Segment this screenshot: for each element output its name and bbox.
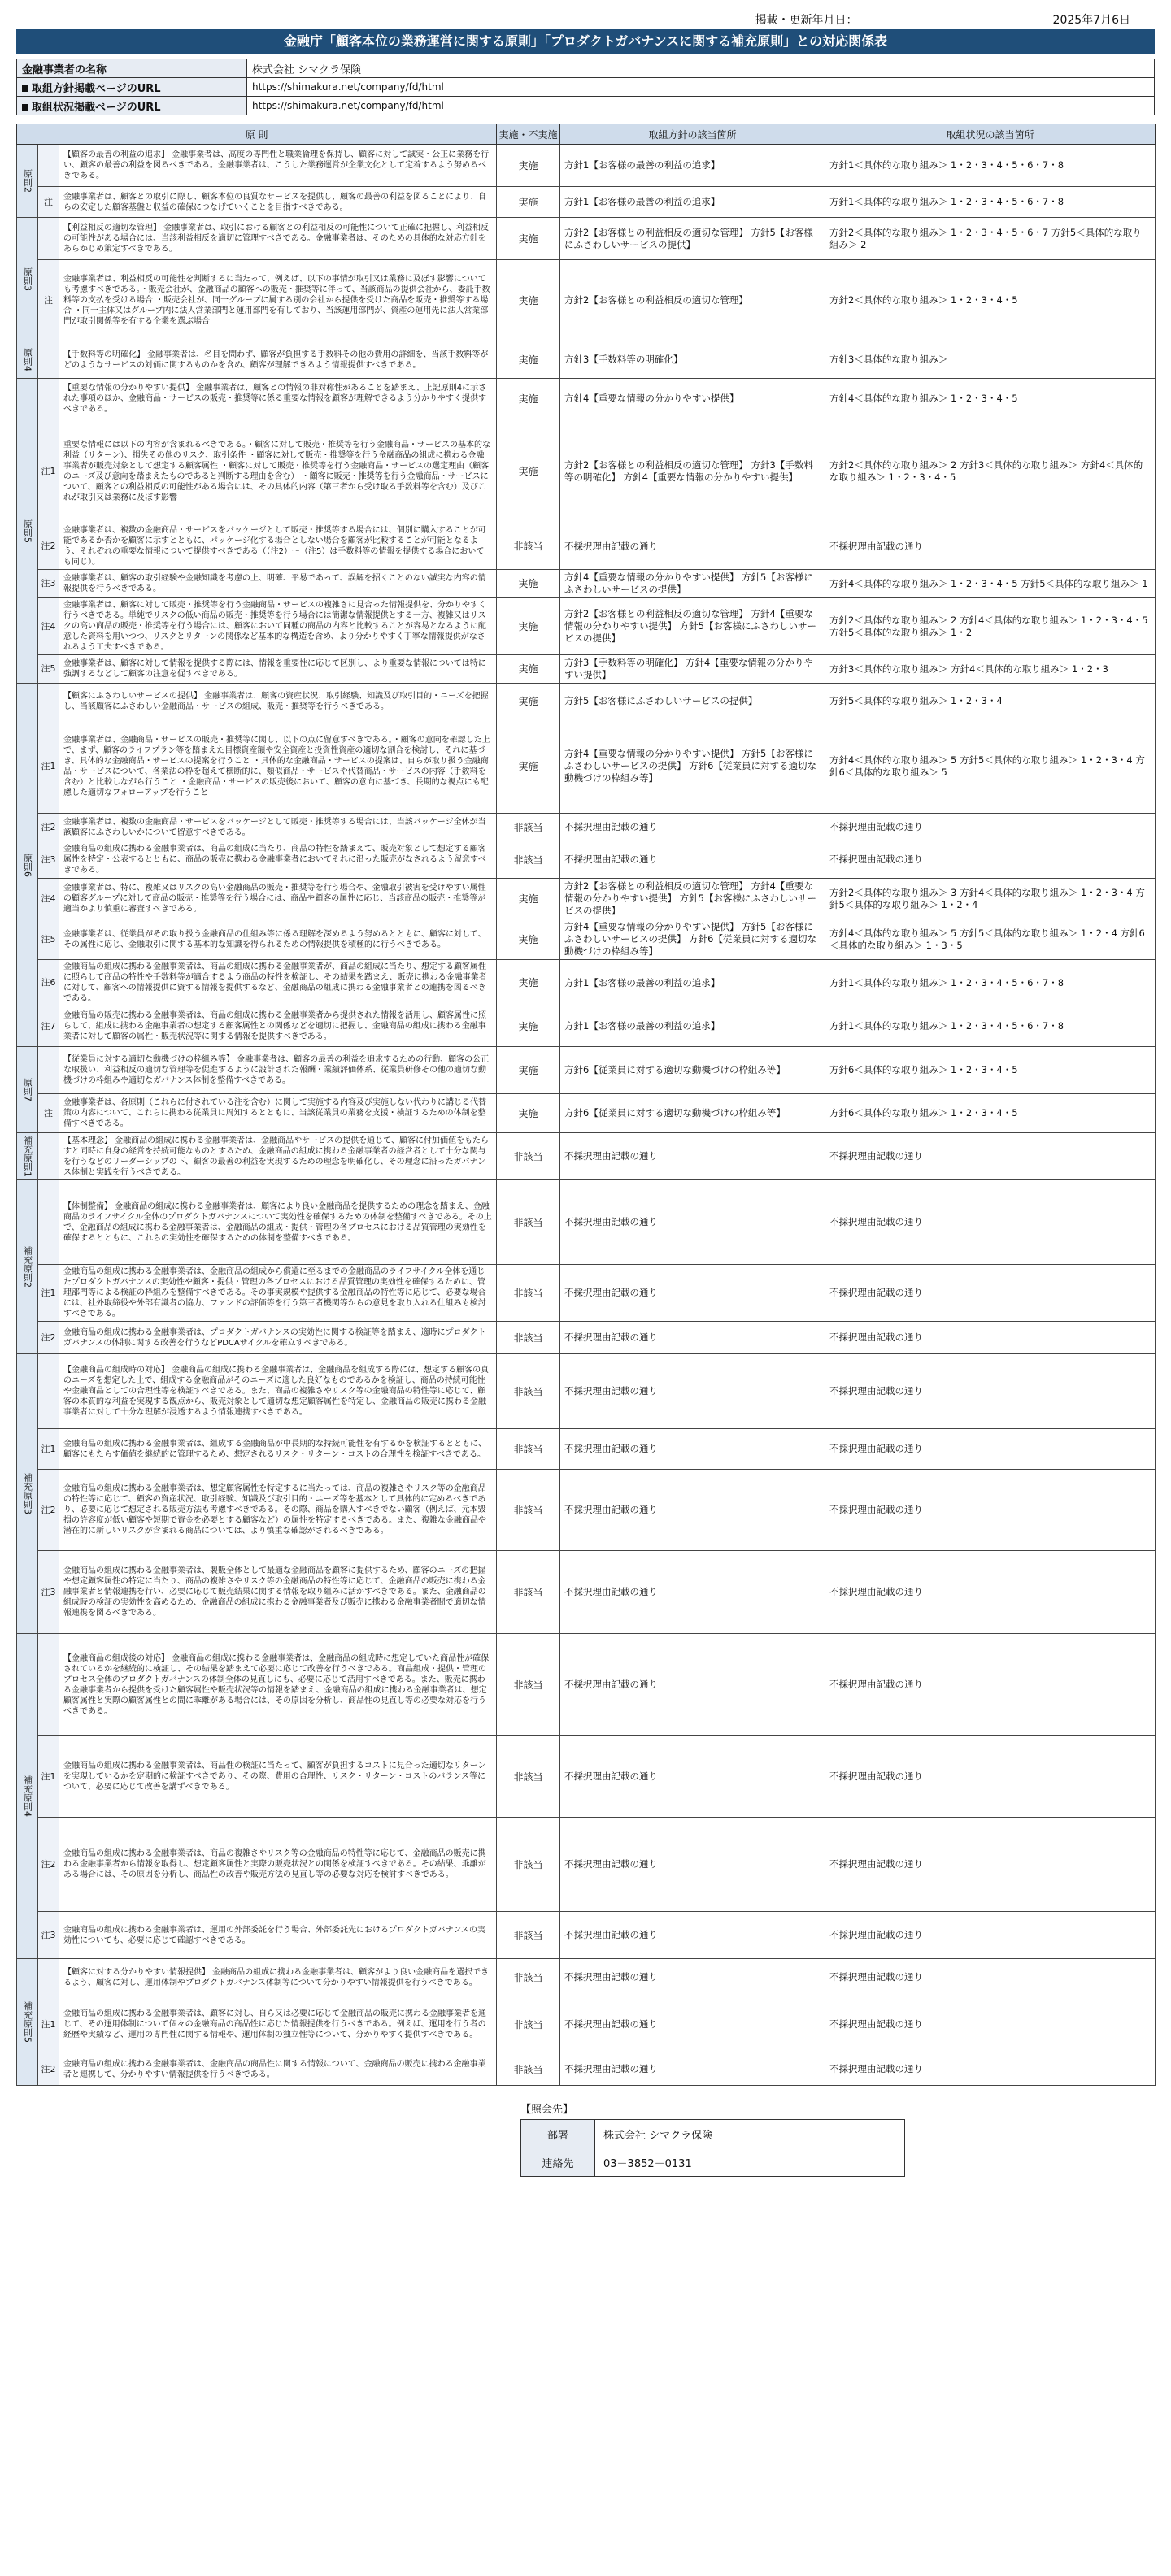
policy-cell: 方針2【お客様との利益相反の適切な管理】 方針4【重要な情報の分かりやすい提供】 方針5【お客様にふさわしいサービスの提供】 — [560, 598, 825, 655]
table-row — [17, 1265, 1156, 1322]
principle-text: 金融事業者は、顧客との取引に際し、顧客本位の良質なサービスを提供し、顧客の最善の利益を図ることにより、自らの安定した顧客基盤と収益の確保につなげていくことを目指すべきである。 — [59, 187, 497, 218]
policy-cell: 方針3【手数料等の明確化】 方針4【重要な情報の分かりやすい提供】 — [560, 655, 825, 684]
sub-principle-label: 注2 — [38, 523, 59, 570]
sub-principle-label — [38, 1959, 59, 1996]
principle-group-label: 原則2 — [17, 145, 38, 218]
company-label: 金融事業者の名称 — [17, 59, 247, 78]
result-cell: 不採択理由記載の通り — [825, 841, 1156, 879]
policy-cell: 不採択理由記載の通り — [560, 814, 825, 841]
principle-text: 金融事業者は、複数の金融商品・サービスをパッケージとして販売・推奨等する場合には、当該パッケージ全体が当該顧客にふさわしいかについて留意すべきである。 — [59, 814, 497, 841]
result-cell: 不採択理由記載の通り — [825, 1959, 1156, 1996]
table-row — [17, 1818, 1156, 1912]
result-cell: 不採択理由記載の通り — [825, 1133, 1156, 1180]
sub-principle-label: 注1 — [38, 1265, 59, 1322]
table-row — [17, 1634, 1156, 1736]
sub-principle-label: 注2 — [38, 814, 59, 841]
result-cell: 不採択理由記載の通り — [825, 2053, 1156, 2086]
principle-text: 金融商品の組成に携わる金融事業者は、金融商品の商品性に関する情報について、金融商品の販売に携わる金融事業者と連携して、分かりやすい情報提供を行うべきである。 — [59, 2053, 497, 2086]
principle-group-label: 原則7 — [17, 1047, 38, 1133]
square-bullet-icon — [22, 85, 28, 92]
sub-principle-label: 注1 — [38, 1429, 59, 1470]
principle-text: 金融商品の販売に携わる金融事業者は、商品の組成に携わる金融事業者から提供された情報を活用し、顧客属性に照らして、組成に携わる金融事業者の想定する顧客属性との関係などを適切に把握し、金融商品の組成に携わる金融事業者に対して顧客の属性・販売状況等に関する情報を提供すべきである。 — [59, 1006, 497, 1047]
policy-cell: 方針2【お客様との利益相反の適切な管理】 — [560, 260, 825, 341]
principle-text: 【基本理念】 金融商品の組成に携わる金融事業者は、金融商品やサービスの提供を通じて、顧客に付加価値をもたらすと同時に自身の経営を持続可能なものとするため、金融商品の組成に携わる金融事業者の経営者として十分な関与を行うなどのリーダーシップの下、顧客の最善の利益を実現するための理念を明確化し、その理念に沿ったガバナンス体制と実践を行うべきである。 — [59, 1133, 497, 1180]
principle-text: 金融商品の組成に携わる金融事業者は、商品の複雑さやリスク等の金融商品の特性等に応じて、金融商品の販売に携わる金融事業者から情報を取得し、想定顧客属性と実際の販売状況との関係を検証すべきである。その結果、乖離がある場合には、その原因を分析し、商品性の改善や販売方法の見直し等の必要な対応を検討すべきである。 — [59, 1818, 497, 1912]
result-cell: 方針2＜具体的な取り組み＞ 2 方針4＜具体的な取り組み＞ 1・2・3・4・5 方針5＜具体的な取り組み＞ 1・2 — [825, 598, 1156, 655]
update-date: 2025年7月6日 — [1052, 14, 1130, 27]
sub-principle-label — [38, 379, 59, 419]
principle-group-label: 原則6 — [17, 684, 38, 1047]
status-cell: 実施 — [497, 960, 560, 1006]
update-label: 掲載・更新年月日： — [755, 14, 858, 27]
sub-principle-label — [38, 1634, 59, 1736]
principle-text: 金融商品の組成に携わる金融事業者は、商品の組成に携わる金融事業者が、商品の組成に当たり、想定する顧客属性に照らして商品の特性や手数料等が適合するよう商品の特性を検証し、その結果を踏まえ、販売に携わる金融事業者に対して、顧客への情報提供に資する情報を提供するなど、金融商品の組成に携わる金融事業者との連携を図るべきである。 — [59, 960, 497, 1006]
sub-principle-label: 注2 — [38, 1322, 59, 1354]
sub-principle-label: 注6 — [38, 960, 59, 1006]
col-principle: 原 則 — [17, 124, 497, 145]
policy-cell: 不採択理由記載の通り — [560, 1959, 825, 1996]
policy-cell: 方針4【重要な情報の分かりやすい提供】 方針5【お客様にふさわしいサービスの提供】 方針6【従業員に対する適切な動機づけの枠組み等】 — [560, 719, 825, 814]
principle-text: 金融事業者は、利益相反の可能性を判断するに当たって、例えば、以下の事情が取引又は業務に及ぼす影響についても考慮すべきである。・販売会社が、金融商品の顧客への販売・推奨等に伴って、当該商品の提供会社から、委託手数料等の支払を受ける場合 ・販売会社が、同一グループに属する別の会社から提供を受けた商品を販売・推奨等する場合 ・同一主体又はグループ内に法人営業部門と運用部門を有しており、当該運用部門が、資産の運用先に法人営業部門が取引関係等を有する企業を選ぶ場合 — [59, 260, 497, 341]
table-row — [17, 919, 1156, 960]
principle-group-label: 補充原則1 — [17, 1133, 38, 1180]
result-cell: 方針2＜具体的な取り組み＞ 1・2・3・4・5・6・7 方針5＜具体的な取り組み＞ 2 — [825, 218, 1156, 260]
policy-cell: 方針1【お客様の最善の利益の追求】 — [560, 187, 825, 218]
result-cell: 方針3＜具体的な取り組み＞ 方針4＜具体的な取り組み＞ 1・2・3 — [825, 655, 1156, 684]
table-row — [17, 1736, 1156, 1818]
result-cell: 不採択理由記載の通り — [825, 1912, 1156, 1959]
result-cell: 不採択理由記載の通り — [825, 1736, 1156, 1818]
sub-principle-label: 注5 — [38, 919, 59, 960]
status-cell: 実施 — [497, 655, 560, 684]
table-row — [17, 1912, 1156, 1959]
status-cell: 実施 — [497, 260, 560, 341]
table-row — [17, 341, 1156, 379]
result-cell: 不採択理由記載の通り — [825, 814, 1156, 841]
status-cell: 非該当 — [497, 1634, 560, 1736]
principle-text: 金融商品の組成に携わる金融事業者は、顧客に対し、自ら又は必要に応じて金融商品の販売に携わる金融事業者を通じて、その運用体制について個々の金融商品の商品性に応じた情報提供を行うべきである。例えば、運用を行う者の経歴や実績など、運用の専門性に関する情報や、運用体制の独立性等について、分かりやすく提供すべきである。 — [59, 1996, 497, 2053]
table-row — [17, 1959, 1156, 1996]
principle-text: 金融事業者は、複数の金融商品・サービスをパッケージとして販売・推奨等する場合には、個別に購入することが可能であるか否かを顧客に示すとともに、パッケージ化する場合としない場合を顧客が比較することが可能となるよう、それぞれの重要な情報について提供すべきである（（注2）〜（注5）は手数料等の情報を提供する場合においても同じ）。 — [59, 523, 497, 570]
result-cell: 不採択理由記載の通り — [825, 523, 1156, 570]
status-cell: 実施 — [497, 879, 560, 919]
principle-text: 金融事業者は、従業員がその取り扱う金融商品の仕組み等に係る理解を深めるよう努めるとともに、顧客に対して、その属性に応じ、金融取引に関する基本的な知識を得られるための情報提供を積極的に行うべきである。 — [59, 919, 497, 960]
principle-text: 金融事業者は、顧客の取引経験や金融知識を考慮の上、明確、平易であって、誤解を招くことのない誠実な内容の情報提供を行うべきである。 — [59, 570, 497, 598]
table-row — [17, 1429, 1156, 1470]
principle-group-label: 原則3 — [17, 218, 38, 341]
status-cell: 実施 — [497, 218, 560, 260]
result-cell: 不採択理由記載の通り — [825, 1996, 1156, 2053]
result-cell: 方針2＜具体的な取り組み＞ 2 方針3＜具体的な取り組み＞ 方針4＜具体的な取り組み＞ 1・2・3・4・5 — [825, 419, 1156, 523]
policy-cell: 方針1【お客様の最善の利益の追求】 — [560, 960, 825, 1006]
dept-value: 株式会社 シマクラ保険 — [595, 2120, 905, 2148]
sub-principle-label: 注3 — [38, 1912, 59, 1959]
principle-text: 金融事業者は、各原則（これらに付されている注を含む）に関して実施する内容及び実施しない代わりに講じる代替策の内容について、これらに携わる従業員に周知するとともに、当該従業員の業務を支援・検証するための体制を整備すべきである。 — [59, 1094, 497, 1133]
table-row — [17, 1470, 1156, 1551]
principle-text: 【顧客の最善の利益の追求】 金融事業者は、高度の専門性と職業倫理を保持し、顧客に対して誠実・公正に業務を行い、顧客の最善の利益を図るべきである。金融事業者は、こうした業務運営が企業文化として定着するよう努めるべきである。 — [59, 145, 497, 187]
status-cell: 非該当 — [497, 1551, 560, 1634]
result-cell: 方針4＜具体的な取り組み＞ 1・2・3・4・5 — [825, 379, 1156, 419]
result-cell: 不採択理由記載の通り — [825, 1265, 1156, 1322]
result-cell: 方針1＜具体的な取り組み＞ 1・2・3・4・5・6・7・8 — [825, 1006, 1156, 1047]
result-cell: 方針6＜具体的な取り組み＞ 1・2・3・4・5 — [825, 1047, 1156, 1094]
sub-principle-label: 注3 — [38, 1551, 59, 1634]
square-bullet-icon — [22, 104, 28, 111]
status-cell: 非該当 — [497, 1354, 560, 1429]
principle-group-label: 補充原則2 — [17, 1180, 38, 1354]
sub-principle-label — [38, 341, 59, 379]
principle-text: 【手数料等の明確化】 金融事業者は、名目を問わず、顧客が負担する手数料その他の費用の詳細を、当該手数料等がどのようなサービスの対価に関するものかを含め、顧客が理解できるよう情報提供すべきである。 — [59, 341, 497, 379]
principle-text: 【顧客に対する分かりやすい情報提供】 金融商品の組成に携わる金融事業者は、顧客がより良い金融商品を選択できるよう、顧客に対し、運用体制やプロダクトガバナンス体制等について分かりやすい情報提供を行うべきである。 — [59, 1959, 497, 1996]
result-cell: 方針4＜具体的な取り組み＞ 5 方針5＜具体的な取り組み＞ 1・2・4 方針6＜具体的な取り組み＞ 1・3・5 — [825, 919, 1156, 960]
policy-cell: 不採択理由記載の通り — [560, 1551, 825, 1634]
status-cell: 非該当 — [497, 1265, 560, 1322]
policy-cell: 不採択理由記載の通り — [560, 1265, 825, 1322]
principles-table — [16, 124, 1156, 2086]
table-row — [17, 655, 1156, 684]
result-cell: 不採択理由記載の通り — [825, 1551, 1156, 1634]
result-cell: 不採択理由記載の通り — [825, 1429, 1156, 1470]
status-cell: 非該当 — [497, 1736, 560, 1818]
result-cell: 不採択理由記載の通り — [825, 1354, 1156, 1429]
principle-text: 金融商品の組成に携わる金融事業者は、プロダクトガバナンスの実効性に関する検証等を踏まえ、適時にプロダクトガバナンスの体制に関する改善を行うなどPDCAサイクルを確立すべきである。 — [59, 1322, 497, 1354]
status-cell: 実施 — [497, 570, 560, 598]
sub-principle-label — [38, 1047, 59, 1094]
company-name: 株式会社 シマクラ保険 — [247, 59, 1155, 78]
table-row — [17, 1094, 1156, 1133]
principle-group-label: 原則5 — [17, 379, 38, 684]
col-policy: 取組方針の該当箇所 — [560, 124, 825, 145]
sub-principle-label: 注3 — [38, 570, 59, 598]
status-cell: 実施 — [497, 379, 560, 419]
principle-text: 金融商品の組成に携わる金融事業者は、商品の組成に当たり、商品の特性を踏まえて、販売対象として想定する顧客属性を特定・公表するとともに、商品の販売に携わる金融事業者においてそれに沿った販売がなされるよう留意すべきである。 — [59, 841, 497, 879]
status-cell: 実施 — [497, 1006, 560, 1047]
sub-principle-label: 注 — [38, 187, 59, 218]
sub-principle-label: 注4 — [38, 879, 59, 919]
policy-cell: 不採択理由記載の通り — [560, 841, 825, 879]
policy-url-link[interactable]: https://shimakura.net/company/fd/html — [247, 78, 1155, 97]
sub-principle-label: 注 — [38, 260, 59, 341]
status-cell: 非該当 — [497, 1996, 560, 2053]
result-cell: 方針2＜具体的な取り組み＞ 3 方針4＜具体的な取り組み＞ 1・2・3・4 方針5＜具体的な取り組み＞ 1・2・4 — [825, 879, 1156, 919]
policy-cell: 不採択理由記載の通り — [560, 1996, 825, 2053]
principle-text: 【重要な情報の分かりやすい提供】 金融事業者は、顧客との情報の非対称性があることを踏まえ、上記原則4に示された事項のほか、金融商品・サービスの販売・推奨等に係る重要な情報を顧客が理解できるよう分かりやすく提供すべきである。 — [59, 379, 497, 419]
sub-principle-label: 注4 — [38, 598, 59, 655]
principle-text: 金融商品の組成に携わる金融事業者は、組成する金融商品が中長期的な持続可能性を有するかを検証するとともに、顧客にもたらす価値を継続的に管理するため、想定されるリスク・リターン・コストの合理性を検証すべきである。 — [59, 1429, 497, 1470]
table-row — [17, 598, 1156, 655]
table-row — [17, 814, 1156, 841]
contact-heading: 【照会先】 — [520, 2104, 574, 2116]
sub-principle-label: 注 — [38, 1094, 59, 1133]
table-row — [17, 419, 1156, 523]
sub-principle-label: 注2 — [38, 1818, 59, 1912]
table-header-row — [17, 124, 1156, 145]
principle-text: 【利益相反の適切な管理】 金融事業者は、取引における顧客との利益相反の可能性について正確に把握し、利益相反の可能性がある場合には、当該利益相反を適切に管理すべきである。金融事業者は、そのための具体的な対応方針をあらかじめ策定すべきである。 — [59, 218, 497, 260]
status-cell: 実施 — [497, 719, 560, 814]
table-row — [17, 1047, 1156, 1094]
policy-cell: 不採択理由記載の通り — [560, 1429, 825, 1470]
status-url-label: 取組状況掲載ページのURL — [17, 97, 247, 115]
sub-principle-label — [38, 1354, 59, 1429]
status-cell: 実施 — [497, 419, 560, 523]
result-cell: 方針3＜具体的な取り組み＞ — [825, 341, 1156, 379]
status-cell: 実施 — [497, 187, 560, 218]
status-cell: 非該当 — [497, 523, 560, 570]
status-cell: 実施 — [497, 919, 560, 960]
status-cell: 実施 — [497, 1094, 560, 1133]
contact-section — [520, 2100, 1155, 2177]
status-cell: 非該当 — [497, 2053, 560, 2086]
table-row — [17, 1996, 1156, 2053]
result-cell: 不採択理由記載の通り — [825, 1180, 1156, 1265]
sub-principle-label — [38, 145, 59, 187]
sub-principle-label: 注1 — [38, 719, 59, 814]
status-cell: 非該当 — [497, 1818, 560, 1912]
principle-text: 重要な情報には以下の内容が含まれるべきである。・顧客に対して販売・推奨等を行う金融商品・サービスの基本的な利益（リターン）、損失その他のリスク、取引条件 ・顧客に対して販売・推奨等を行う金融商品の組成に携わる金融事業者が販売対象として想定する顧客属性 ・顧客に対して販売・推奨等を行う金融商品・サービスの選定理由（顧客のニーズ及び意向を踏まえたものであると判断する理由を含む） ・顧客に販売・推奨等を行う金融商品・サービスについて、顧客との利益相反の可能性がある場合には、その具体的内容（第三者から受け取る手数料等を含む）及びこれが取引又は業務に及ぼす影響 — [59, 419, 497, 523]
table-body — [17, 145, 1156, 2086]
principle-text: 【金融商品の組成時の対応】 金融商品の組成に携わる金融事業者は、金融商品を組成する際には、想定する顧客の真のニーズを想定した上で、組成する金融商品がそのニーズに適した良好なものであるかを検証し、商品の持続可能性や金融商品としての合理性等を検証すべきである。また、商品の複雑さやリスク等の金融商品の特性等に応じて、顧客の本質的な利益を実現する観点から、販売対象として適切な想定顧客属性を特定し、金融商品の販売に携わる金融事業者に対して十分な理解が浸透するよう情報連携すべきである。 — [59, 1354, 497, 1429]
col-status: 実施・不実施 — [497, 124, 560, 145]
status-cell: 実施 — [497, 598, 560, 655]
principle-text: 【体制整備】 金融商品の組成に携わる金融事業者は、顧客により良い金融商品を提供するための理念を踏まえ、金融商品のライフサイクル全体のプロダクトガバナンスについて実効性を確保するための体制を整備すべきである。その上で、金融商品の組成に携わる金融事業者は、金融商品の組成・提供・管理の各プロセスにおける品質管理の実効性を確保するとともに、これらの実効性を確保するための体制を整備すべきである。 — [59, 1180, 497, 1265]
update-line — [16, 11, 1155, 29]
principle-group-label: 原則4 — [17, 341, 38, 379]
policy-url-label: 取組方針掲載ページのURL — [17, 78, 247, 97]
principle-text: 金融商品の組成に携わる金融事業者は、商品性の検証に当たって、顧客が負担するコストに見合った適切なリターンを実現しているかを定期的に検証すべきであり、その際、費用の合理性、リスク・リターン・コストのバランス等について、必要に応じて改善を講ずべきである。 — [59, 1736, 497, 1818]
col-result: 取組状況の該当箇所 — [825, 124, 1156, 145]
result-cell: 方針5＜具体的な取り組み＞ 1・2・3・4 — [825, 684, 1156, 719]
sub-principle-label — [38, 684, 59, 719]
status-cell: 非該当 — [497, 1133, 560, 1180]
sub-principle-label: 注2 — [38, 1470, 59, 1551]
status-cell: 非該当 — [497, 1470, 560, 1551]
table-row — [17, 1006, 1156, 1047]
policy-cell: 方針2【お客様との利益相反の適切な管理】 方針3【手数料等の明確化】 方針4【重要な情報の分かりやすい提供】 — [560, 419, 825, 523]
sub-principle-label: 注7 — [38, 1006, 59, 1047]
result-cell: 方針1＜具体的な取り組み＞ 1・2・3・4・5・6・7・8 — [825, 145, 1156, 187]
result-cell: 方針1＜具体的な取り組み＞ 1・2・3・4・5・6・7・8 — [825, 187, 1156, 218]
table-row — [17, 523, 1156, 570]
policy-cell: 不採択理由記載の通り — [560, 1322, 825, 1354]
result-cell: 方針6＜具体的な取り組み＞ 1・2・3・4・5 — [825, 1094, 1156, 1133]
status-cell: 非該当 — [497, 814, 560, 841]
dept-label: 部署 — [521, 2120, 595, 2148]
status-cell: 非該当 — [497, 1912, 560, 1959]
policy-cell: 方針1【お客様の最善の利益の追求】 — [560, 145, 825, 187]
sub-principle-label: 注5 — [38, 655, 59, 684]
info-table — [16, 59, 1155, 115]
principle-text: 金融事業者は、顧客に対して販売・推奨等を行う金融商品・サービスの複雑さに見合った情報提供を、分かりやすく行うべきである。単純でリスクの低い商品の販売・推奨等を行う場合には簡潔な情報提供とする一方、複雑又はリスクの高い商品の販売・推奨等を行う場合には、顧客において同種の商品の内容と比較することが容易となるように配意した資料を用いつつ、リスクとリターンの関係など基本的な構造を含め、より分かりやすく丁寧な情報提供がなされるよう工夫すべきである。 — [59, 598, 497, 655]
principle-text: 金融商品の組成に携わる金融事業者は、運用の外部委託を行う場合、外部委託先におけるプロダクトガバナンスの実効性についても、必要に応じて確認すべきである。 — [59, 1912, 497, 1959]
sub-principle-label: 注1 — [38, 1736, 59, 1818]
result-cell: 方針4＜具体的な取り組み＞ 1・2・3・4・5 方針5＜具体的な取り組み＞ 1 — [825, 570, 1156, 598]
status-cell: 非該当 — [497, 1429, 560, 1470]
status-cell: 実施 — [497, 145, 560, 187]
sub-principle-label: 注3 — [38, 841, 59, 879]
result-cell: 方針1＜具体的な取り組み＞ 1・2・3・4・5・6・7・8 — [825, 960, 1156, 1006]
policy-cell: 方針5【お客様にふさわしいサービスの提供】 — [560, 684, 825, 719]
policy-cell: 不採択理由記載の通り — [560, 1470, 825, 1551]
table-row — [17, 1180, 1156, 1265]
status-cell: 実施 — [497, 684, 560, 719]
result-cell: 不採択理由記載の通り — [825, 1322, 1156, 1354]
status-cell: 非該当 — [497, 1180, 560, 1265]
policy-cell: 方針6【従業員に対する適切な動機づけの枠組み等】 — [560, 1094, 825, 1133]
principle-text: 金融事業者は、顧客に対して情報を提供する際には、情報を重要性に応じて区別し、より重要な情報については特に強調するなどして顧客の注意を促すべきである。 — [59, 655, 497, 684]
table-row — [17, 570, 1156, 598]
table-row — [17, 684, 1156, 719]
policy-cell: 不採択理由記載の通り — [560, 1818, 825, 1912]
tel-value: 03－3852－0131 — [595, 2148, 905, 2177]
sub-principle-label: 注1 — [38, 1996, 59, 2053]
policy-cell: 方針4【重要な情報の分かりやすい提供】 — [560, 379, 825, 419]
sub-principle-label — [38, 1180, 59, 1265]
table-row — [17, 841, 1156, 879]
principle-text: 金融商品の組成に携わる金融事業者は、製販全体として最適な金融商品を顧客に提供するため、顧客のニーズの把握や想定顧客属性の特定に当たり、商品の複雑さやリスク等の金融商品の特性等に応じて、金融商品の販売に携わる金融事業者と情報連携を行い、必要に応じて販売結果に関する情報を取り組みに活かすべきである。また、金融商品の組成時の検証の実効性を高めるため、金融商品の組成に携わる金融事業者及び販売に携わる金融事業者間で適切な情報連携を図るべきである。 — [59, 1551, 497, 1634]
table-row — [17, 960, 1156, 1006]
policy-cell: 方針3【手数料等の明確化】 — [560, 341, 825, 379]
table-row — [17, 379, 1156, 419]
status-cell: 非該当 — [497, 1959, 560, 1996]
table-row — [17, 1354, 1156, 1429]
document-page — [16, 0, 1155, 2177]
status-url-link[interactable]: https://shimakura.net/company/fd/html — [247, 97, 1155, 115]
result-cell: 不採択理由記載の通り — [825, 1818, 1156, 1912]
principle-text: 金融事業者は、金融商品・サービスの販売・推奨等に関し、以下の点に留意すべきである。・顧客の意向を確認した上で、まず、顧客のライフプラン等を踏まえた目標資産額や安全資産と投資性資産の適切な割合を検討し、それに基づき、具体的な金融商品・サービスの提案を行うこと ・具体的な金融商品・サービスの提案は、自らが取り扱う金融商品・サービスについて、各業法の枠を超えて横断的に、類似商品・サービスや代替商品・サービスの内容（手数料を含む）と比較しながら行うこと ・金融商品・サービスの販売後において、顧客の意向に基づき、長期的な視点にも配慮した適切なフォローアップを行うこと — [59, 719, 497, 814]
status-cell: 非該当 — [497, 1322, 560, 1354]
policy-cell: 不採択理由記載の通り — [560, 1354, 825, 1429]
result-cell: 不採択理由記載の通り — [825, 1634, 1156, 1736]
policy-cell: 不採択理由記載の通り — [560, 2053, 825, 2086]
policy-cell: 方針1【お客様の最善の利益の追求】 — [560, 1006, 825, 1047]
principle-text: 金融商品の組成に携わる金融事業者は、金融商品の組成から償還に至るまでの金融商品のライフサイクル全体を通じたプロダクトガバナンスの実効性や顧客・提供・管理の各プロセスにおける品質管理の実効性を確保するために、管理部門等による検証の枠組みを整備すべきである。その事実規模や提供する金融商品の特性等に応じて、必要な場合には、社外取締役や外部有識者の協力、ファンドの評価等を行う第三者機関等からの意見を取り入れる仕組みも検討すべきである。 — [59, 1265, 497, 1322]
sub-principle-label — [38, 218, 59, 260]
policy-cell: 不採択理由記載の通り — [560, 1180, 825, 1265]
result-cell: 方針4＜具体的な取り組み＞ 5 方針5＜具体的な取り組み＞ 1・2・3・4 方針6＜具体的な取り組み＞ 5 — [825, 719, 1156, 814]
principle-text: 【顧客にふさわしいサービスの提供】 金融事業者は、顧客の資産状況、取引経験、知識及び取引目的・ニーズを把握し、当該顧客にふさわしい金融商品・サービスの組成、販売・推奨等を行うべきである。 — [59, 684, 497, 719]
principle-group-label: 補充原則3 — [17, 1354, 38, 1634]
policy-cell: 方針4【重要な情報の分かりやすい提供】 方針5【お客様にふさわしいサービスの提供】 方針6【従業員に対する適切な動機づけの枠組み等】 — [560, 919, 825, 960]
principle-text: 【従業員に対する適切な動機づけの枠組み等】 金融事業者は、顧客の最善の利益を追求するための行動、顧客の公正な取扱い、利益相反の適切な管理等を促進するように設計された報酬・業績評価体系、従業員研修その他の適切な動機づけの枠組みや適切なガバナンス体制を整備すべきである。 — [59, 1047, 497, 1094]
table-row — [17, 2053, 1156, 2086]
table-row — [17, 187, 1156, 218]
policy-cell: 方針6【従業員に対する適切な動機づけの枠組み等】 — [560, 1047, 825, 1094]
contact-table — [520, 2119, 905, 2177]
status-cell: 実施 — [497, 1047, 560, 1094]
table-row — [17, 1133, 1156, 1180]
sub-principle-label — [38, 1133, 59, 1180]
policy-cell: 不採択理由記載の通り — [560, 1133, 825, 1180]
policy-cell: 不採択理由記載の通り — [560, 1736, 825, 1818]
sub-principle-label: 注1 — [38, 419, 59, 523]
table-row — [17, 719, 1156, 814]
policy-cell: 方針2【お客様との利益相反の適切な管理】 方針4【重要な情報の分かりやすい提供】 方針5【お客様にふさわしいサービスの提供】 — [560, 879, 825, 919]
principle-text: 金融事業者は、特に、複雑又はリスクの高い金融商品の販売・推奨等を行う場合や、金融取引被害を受けやすい属性の顧客グループに対して商品の販売・推奨等を行う場合には、商品や顧客の属性に応じ、当該商品の販売・推奨等が適当かより慎重に審査すべきである。 — [59, 879, 497, 919]
document-title: 金融庁「顧客本位の業務運営に関する原則」「プロダクトガバナンスに関する補充原則」との対応関係表 — [16, 29, 1155, 54]
policy-cell: 不採択理由記載の通り — [560, 1634, 825, 1736]
table-row — [17, 145, 1156, 187]
principle-group-label: 補充原則5 — [17, 1959, 38, 2086]
principle-text: 金融商品の組成に携わる金融事業者は、想定顧客属性を特定するに当たっては、商品の複雑さやリスク等の金融商品の特性等に応じて、顧客の資産状況、取引経験、知識及び取引目的・ニーズ等を基本として具体的に定めるべきであり、必要に応じて想定される販売方法も考慮すべきである。その際、商品を購入すべきでない顧客（例えば、元本毀損の許容度が低い顧客や短期で資金を必要とする顧客など）の属性を特定するべきである。また、複雑な金融商品や潜在的に新しいリスクが含まれる商品については、より慎重な確認がされるべきである。 — [59, 1470, 497, 1551]
sub-principle-label: 注2 — [38, 2053, 59, 2086]
principle-group-label: 補充原則4 — [17, 1634, 38, 1959]
table-row — [17, 1322, 1156, 1354]
policy-cell: 不採択理由記載の通り — [560, 523, 825, 570]
policy-cell: 不採択理由記載の通り — [560, 1912, 825, 1959]
policy-cell: 方針4【重要な情報の分かりやすい提供】 方針5【お客様にふさわしいサービスの提供】 — [560, 570, 825, 598]
tel-label: 連絡先 — [521, 2148, 595, 2177]
principle-text: 【金融商品の組成後の対応】 金融商品の組成に携わる金融事業者は、金融商品の組成時に想定していた商品性が確保されているかを継続的に検証し、その結果を踏まえて必要に応じて改善を行うべきである。商品組成・提供・管理のプロセス全体のプロダクトガバナンスの体制全体の見直しにも、必要に応じて活用すべきである。また、販売に携わる金融事業者から提供を受けた顧客属性や販売状況等の情報を踏まえ、金融商品の組成に携わる金融事業者は、想定顧客属性と実際の顧客属性との間に乖離がある場合には、その原因を分析し、商品性の見直し等の必要な対応を行うべきである。 — [59, 1634, 497, 1736]
table-row — [17, 879, 1156, 919]
status-cell: 実施 — [497, 341, 560, 379]
status-cell: 非該当 — [497, 841, 560, 879]
result-cell: 不採択理由記載の通り — [825, 1470, 1156, 1551]
table-row — [17, 218, 1156, 260]
result-cell: 方針2＜具体的な取り組み＞ 1・2・3・4・5 — [825, 260, 1156, 341]
table-row — [17, 260, 1156, 341]
policy-cell: 方針2【お客様との利益相反の適切な管理】 方針5【お客様にふさわしいサービスの提供】 — [560, 218, 825, 260]
table-row — [17, 1551, 1156, 1634]
